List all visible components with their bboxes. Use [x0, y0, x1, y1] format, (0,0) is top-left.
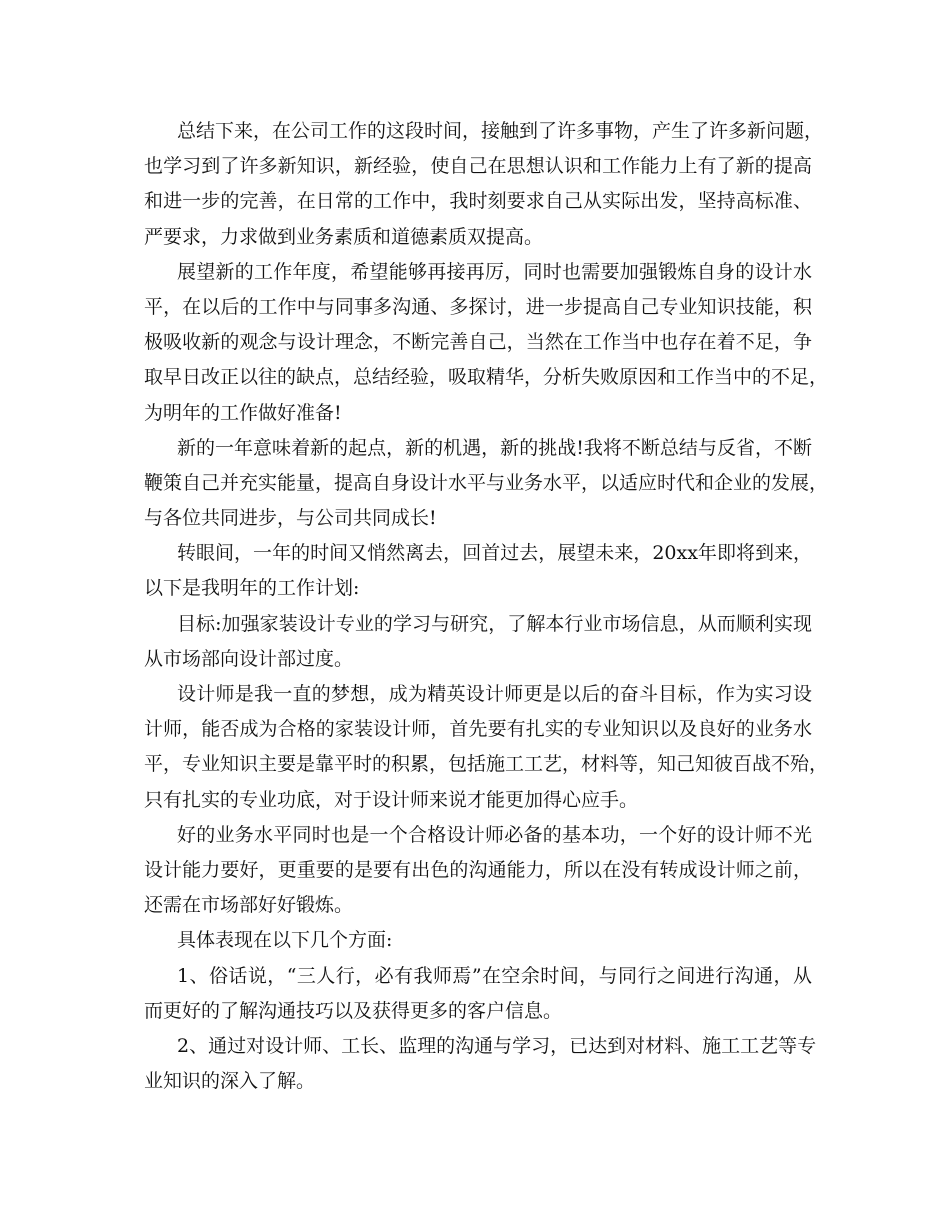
text-line: 也学习到了许多新知识，新经验，使自己在思想认识和工作能力上有了新的提高 [144, 155, 812, 178]
text-line: 取早日改正以往的缺点，总结经验，吸取精华，分析失败原因和工作当中的不足， [144, 366, 829, 389]
text-line: 业知识的深入了解。 [144, 1070, 316, 1093]
text-line: 严要求，力求做到业务素质和道德素质双提高。 [144, 225, 544, 248]
text-line: 而更好的了解沟通技巧以及获得更多的客户信息。 [144, 999, 563, 1022]
list-item-1 [144, 959, 812, 1029]
document-body [144, 114, 829, 1099]
text-line: 与各位共同进步，与公司共同成长! [144, 507, 437, 530]
text-line: 极吸收新的观念与设计理念，不断完善自己，当然在工作当中也存在着不足，争 [144, 331, 812, 354]
paragraph-plan-intro [144, 536, 812, 606]
text-line: 设计师是我一直的梦想，成为精英设计师更是以后的奋斗目标，作为实习设 [177, 683, 812, 705]
text-line: 新的一年意味着新的起点，新的机遇，新的挑战!我将不断总结与反省，不断 [177, 436, 812, 459]
text-line: 和进一步的完善，在日常的工作中，我时刻要求自己从实际出发，坚持高标准、 [144, 190, 812, 213]
paragraph-outlook [144, 255, 829, 431]
text-line: 具体表现在以下几个方面: [177, 929, 393, 952]
text-line: 设计能力要好，更重要的是要有出色的沟通能力，所以在没有转成设计师之前， [144, 858, 812, 881]
text-line: 计师，能否成为合格的家装设计师，首先要有扎实的专业知识以及良好的业务水 [144, 718, 812, 741]
paragraph-business-skill [144, 818, 812, 924]
text-line: 鞭策自己并充实能量，提高自身设计水平与业务水平，以适应时代和企业的发展， [144, 471, 829, 494]
paragraph-summary [144, 114, 824, 255]
list-item-2 [144, 1029, 817, 1099]
text-line: 展望新的工作年度，希望能够再接再厉，同时也需要加强锻炼自身的设计水 [177, 260, 812, 283]
text-line: 总结下来，在公司工作的这段时间，接触到了许多事物，产生了许多新问题， [177, 120, 824, 142]
text-line: 为明年的工作做好准备! [144, 401, 342, 424]
text-line: 平，专业知识主要是靠平时的积累，包括施工工艺，材料等，知己知彼百战不殆， [144, 753, 829, 776]
paragraph-new-year [144, 431, 829, 537]
text-line: 2、通过对设计师、工长、监理的沟通与学习，已达到对材料、施工工艺等专 [177, 1034, 817, 1057]
text-line: 还需在市场部好好锻炼。 [144, 894, 354, 917]
text-line: 以下是我明年的工作计划: [144, 577, 360, 600]
paragraph-designer-dream [144, 677, 829, 818]
text-line: 好的业务水平同时也是一个合格设计师必备的基本功，一个好的设计师不光 [177, 823, 812, 846]
paragraph-aspects-heading [144, 923, 812, 958]
text-line: 转眼间，一年的时间又悄然离去，回首过去，展望未来，20xx年即将到来， [177, 542, 812, 565]
text-line: 平，在以后的工作中与同事多沟通、多探讨，进一步提高自己专业知识技能，积 [144, 295, 812, 318]
text-line: 从市场部向设计部过度。 [144, 647, 354, 670]
text-line: 1、俗话说，“三人行，必有我师焉”在空余时间，与同行之间进行沟通，从 [177, 964, 812, 987]
text-line: 只有扎实的专业功底，对于设计师来说才能更加得心应手。 [144, 788, 639, 811]
paragraph-goal [144, 607, 812, 677]
text-line: 目标:加强家装设计专业的学习与研究，了解本行业市场信息，从而顺利实现 [177, 612, 812, 635]
